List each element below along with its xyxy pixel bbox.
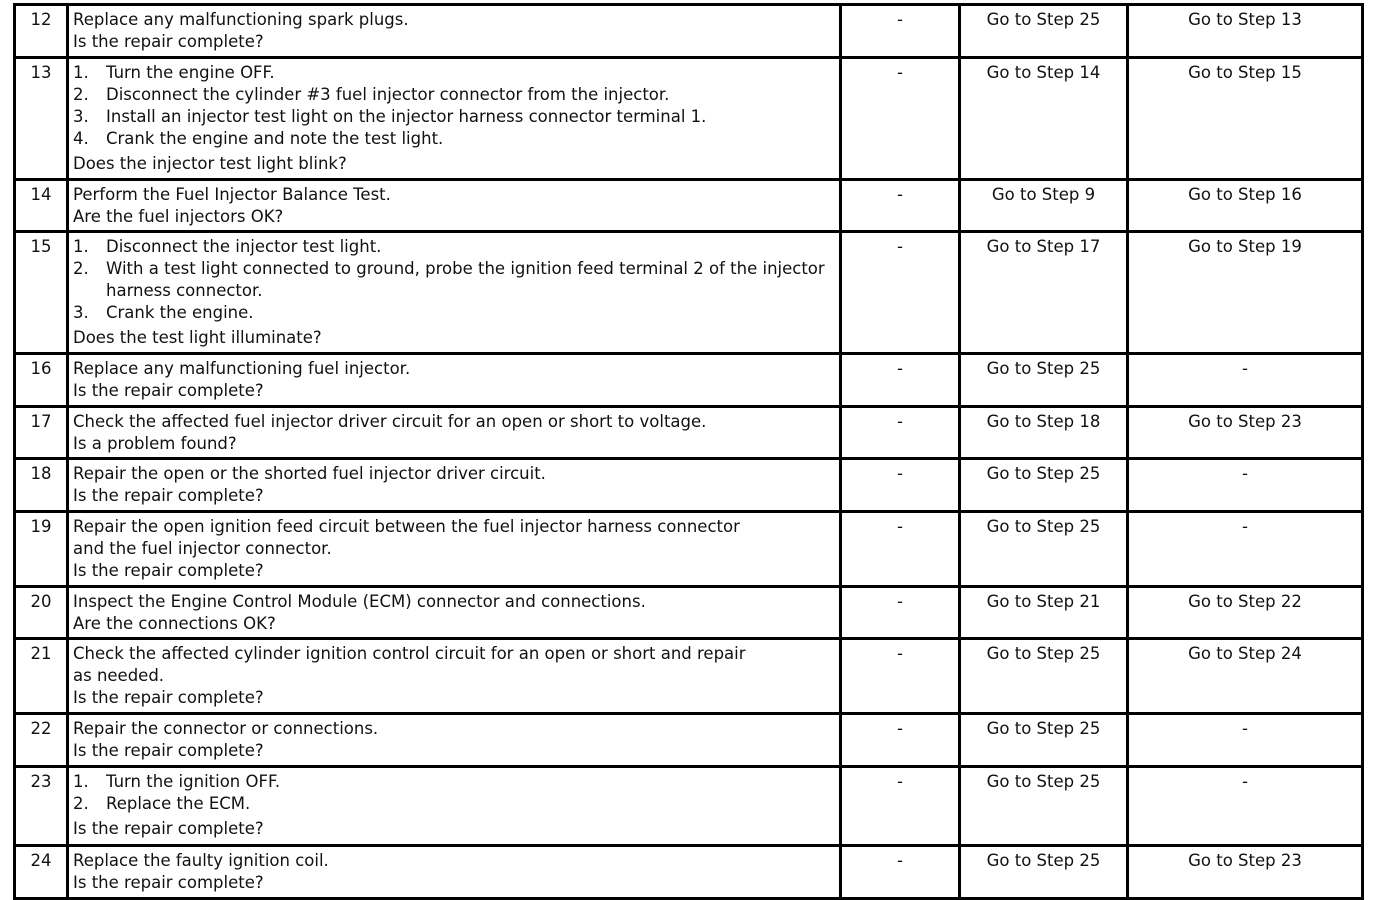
step-number: 13 — [15, 58, 68, 180]
step-number: 12 — [15, 5, 68, 58]
action-line: Replace any malfunctioning fuel injector. — [73, 359, 411, 378]
action-question: Is the repair complete? — [73, 819, 264, 838]
table-row — [15, 354, 1363, 407]
step-value: - — [841, 5, 960, 58]
step-value: - — [841, 587, 960, 639]
step-value: - — [841, 407, 960, 459]
table-row — [15, 232, 1363, 354]
action-line: Is the repair complete? — [73, 873, 264, 892]
step-number: 20 — [15, 587, 68, 639]
step-value: - — [841, 767, 960, 846]
action-line: Is the repair complete? — [73, 32, 264, 51]
action-line: Inspect the Engine Control Module (ECM) connector and connections. — [73, 592, 646, 611]
action-list-item: 1. Turn the ignition OFF. — [73, 772, 281, 791]
yes-result: Go to Step 25 — [960, 512, 1128, 587]
action-line: and the fuel injector connector. — [73, 539, 332, 558]
action-line: Is the repair complete? — [73, 688, 264, 707]
table-row — [15, 58, 1363, 180]
no-result: - — [1128, 714, 1363, 767]
step-value: - — [841, 846, 960, 899]
step-number: 19 — [15, 512, 68, 587]
action-line: Is the repair complete? — [73, 486, 264, 505]
table-row — [15, 714, 1363, 767]
step-number: 14 — [15, 180, 68, 232]
action-list-item: 3. Install an injector test light on the injector harness connector terminal 1. — [73, 107, 707, 126]
action-list-item: 1. Disconnect the injector test light. — [73, 237, 382, 256]
step-action — [68, 232, 841, 354]
yes-result: Go to Step 14 — [960, 58, 1128, 180]
action-question: Does the injector test light blink? — [73, 154, 347, 173]
step-number: 21 — [15, 639, 68, 714]
step-number: 15 — [15, 232, 68, 354]
yes-result: Go to Step 25 — [960, 714, 1128, 767]
action-line: Replace any malfunctioning spark plugs. — [73, 10, 409, 29]
action-list-item: 1. Turn the engine OFF. — [73, 63, 275, 82]
step-number: 24 — [15, 846, 68, 899]
step-value: - — [841, 58, 960, 180]
action-line: Perform the Fuel Injector Balance Test. — [73, 185, 391, 204]
action-list-item: 4. Crank the engine and note the test light. — [73, 129, 444, 148]
step-number: 22 — [15, 714, 68, 767]
step-value: - — [841, 180, 960, 232]
step-action — [68, 58, 841, 180]
step-action — [68, 714, 841, 767]
step-value: - — [841, 459, 960, 512]
table-row — [15, 639, 1363, 714]
action-list-item: 2. Replace the ECM. — [73, 794, 251, 813]
action-line: Repair the open ignition feed circuit between the fuel injector harness connector — [73, 517, 740, 536]
table-row — [15, 846, 1363, 899]
yes-result: Go to Step 17 — [960, 232, 1128, 354]
table-row — [15, 512, 1363, 587]
action-line: Check the affected fuel injector driver circuit for an open or short to voltage. — [73, 412, 707, 431]
step-action — [68, 767, 841, 846]
yes-result: Go to Step 18 — [960, 407, 1128, 459]
step-number: 16 — [15, 354, 68, 407]
step-action — [68, 407, 841, 459]
action-line: as needed. — [73, 666, 165, 685]
step-value: - — [841, 639, 960, 714]
action-list-item: 2. Disconnect the cylinder #3 fuel injector connector from the injector. — [73, 85, 670, 104]
step-number: 17 — [15, 407, 68, 459]
no-result: - — [1128, 767, 1363, 846]
action-list-item: 2. With a test light connected to ground, probe the ignition feed terminal 2 of the injector harness connector. — [73, 259, 825, 300]
step-action — [68, 459, 841, 512]
action-line: Are the fuel injectors OK? — [73, 207, 284, 226]
step-value: - — [841, 714, 960, 767]
no-result: - — [1128, 512, 1363, 587]
yes-result: Go to Step 9 — [960, 180, 1128, 232]
action-line: Repair the connector or connections. — [73, 719, 379, 738]
yes-result: Go to Step 21 — [960, 587, 1128, 639]
diagnostic-table — [13, 3, 1364, 900]
no-result: Go to Step 23 — [1128, 846, 1363, 899]
no-result: Go to Step 23 — [1128, 407, 1363, 459]
table-row — [15, 459, 1363, 512]
action-line: Are the connections OK? — [73, 614, 276, 633]
step-action — [68, 354, 841, 407]
table-row — [15, 767, 1363, 846]
no-result: Go to Step 13 — [1128, 5, 1363, 58]
action-line: Is a problem found? — [73, 434, 237, 453]
yes-result: Go to Step 25 — [960, 5, 1128, 58]
diagnostic-table-body — [15, 5, 1363, 899]
step-action — [68, 587, 841, 639]
no-result: Go to Step 16 — [1128, 180, 1363, 232]
step-action — [68, 5, 841, 58]
action-line: Is the repair complete? — [73, 381, 264, 400]
step-action — [68, 639, 841, 714]
step-number: 23 — [15, 767, 68, 846]
no-result: - — [1128, 354, 1363, 407]
no-result: Go to Step 15 — [1128, 58, 1363, 180]
yes-result: Go to Step 25 — [960, 354, 1128, 407]
no-result: Go to Step 22 — [1128, 587, 1363, 639]
action-line: Is the repair complete? — [73, 741, 264, 760]
action-question: Does the test light illuminate? — [73, 328, 322, 347]
action-list-item: 3. Crank the engine. — [73, 303, 254, 322]
yes-result: Go to Step 25 — [960, 459, 1128, 512]
step-value: - — [841, 512, 960, 587]
step-action — [68, 846, 841, 899]
step-action — [68, 180, 841, 232]
step-value: - — [841, 354, 960, 407]
action-line: Check the affected cylinder ignition control circuit for an open or short and repair — [73, 644, 746, 663]
no-result: Go to Step 24 — [1128, 639, 1363, 714]
table-row — [15, 407, 1363, 459]
yes-result: Go to Step 25 — [960, 846, 1128, 899]
no-result: Go to Step 19 — [1128, 232, 1363, 354]
no-result: - — [1128, 459, 1363, 512]
step-value: - — [841, 232, 960, 354]
step-action — [68, 512, 841, 587]
step-number: 18 — [15, 459, 68, 512]
action-line: Is the repair complete? — [73, 561, 264, 580]
action-line: Replace the faulty ignition coil. — [73, 851, 329, 870]
table-row — [15, 5, 1363, 58]
action-line: Repair the open or the shorted fuel injector driver circuit. — [73, 464, 546, 483]
table-row — [15, 587, 1363, 639]
table-row — [15, 180, 1363, 232]
yes-result: Go to Step 25 — [960, 767, 1128, 846]
yes-result: Go to Step 25 — [960, 639, 1128, 714]
